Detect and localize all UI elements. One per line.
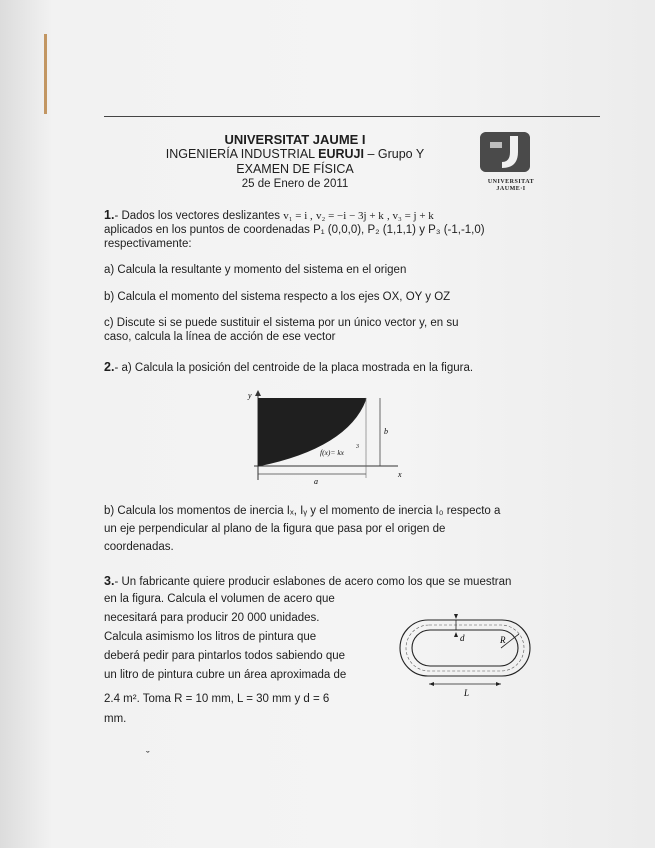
label-b: b [384,427,388,436]
q1-part-c-line2: caso, calcula la línea de acción de ese vector [104,331,336,343]
exam-date: 25 de Enero de 2011 [241,178,349,190]
d-arrow-up-icon [454,632,458,637]
header-rule [104,116,600,117]
exam-title: EXAMEN DE FÍSICA [236,162,354,176]
logo-text-1: UNIVERSITAT [487,179,535,185]
logo-text-2: JAUME·I [496,186,526,192]
university-name: UNIVERSITAT JAUME I [224,132,366,147]
q1-points: aplicados en los puntos de coordenadas P₁ (0,0,0), P₂ (1,1,1) y P₃ (-1,-1,0) [104,224,485,236]
l-arrow-right-icon [496,682,501,686]
exam-header [130,132,460,192]
l-arrow-left-icon [429,682,434,686]
q2-part-b-line1: b) Calcula los momentos de inercia Iₓ, Iᵧ y el momento de inercia I₀ respecto a [104,505,501,517]
label-y: y [248,391,252,400]
q1-part-c-line1: c) Discute si se puede sustituir el sistema por un único vector y, en su [104,317,459,329]
label-x: x [398,470,402,479]
q2-part-a: 2.- a) Calcula la posición del centroide de la placa mostrada en la figura. [104,360,474,374]
label-a: a [314,477,318,486]
q1-part-b: b) Calcula el momento del sistema respecto a los ejes OX, OY y OZ [104,291,451,303]
label-d: d [460,633,465,643]
q1-respectively: respectivamente: [104,238,192,250]
q3-line3: necesitará para producir 20 000 unidades. [104,612,320,624]
q2-part-b-line3: coordenadas. [104,541,174,553]
link-centerline [406,625,524,671]
chain-link-figure [390,610,540,700]
label-L: L [464,688,470,698]
q3-line5: deberá pedir para pintarlos todos sabiendo que [104,650,346,662]
d-arrow-icon [454,614,458,619]
q3-line1: 3.- Un fabricante quiere producir eslabones de acero como los que se muestran [104,574,512,588]
q3-line8: mm. [104,713,127,725]
link-outer-outline [400,620,530,676]
label-R: R [500,635,506,645]
plate-figure [238,388,408,488]
stray-pen-mark: ˇ [146,750,150,762]
logo-mark-icon [480,132,530,172]
q2-part-b-line2: un eje perpendicular al plano de la figura que pasa por el origen de [104,523,446,535]
label-exponent: 3 [356,444,359,450]
q3-line2: en la figura. Calcula el volumen de acero que [104,593,335,605]
label-fx: f(x)= kx [320,448,345,457]
scan-edge [44,34,47,114]
q3-line7: 2.4 m². Toma R = 10 mm, L = 30 mm y d = 6 [104,693,330,705]
q1-part-a: a) Calcula la resultante y momento del sistema en el origen [104,264,407,276]
plate-region [258,398,366,466]
q3-line6: un litro de pintura cubre un área aproximada de [104,669,347,681]
university-logo [480,132,542,190]
q3-line4: Calcula asimismo los litros de pintura que [104,631,317,643]
degree-line: INGENIERÍA INDUSTRIAL EURUJI – Grupo Y [165,147,425,161]
y-arrow-icon [255,390,261,396]
q1-statement: 1.- Dados los vectores deslizantes v₁ = i , v₂ = −i − 3j + k , v₃ = j + k [104,208,434,222]
